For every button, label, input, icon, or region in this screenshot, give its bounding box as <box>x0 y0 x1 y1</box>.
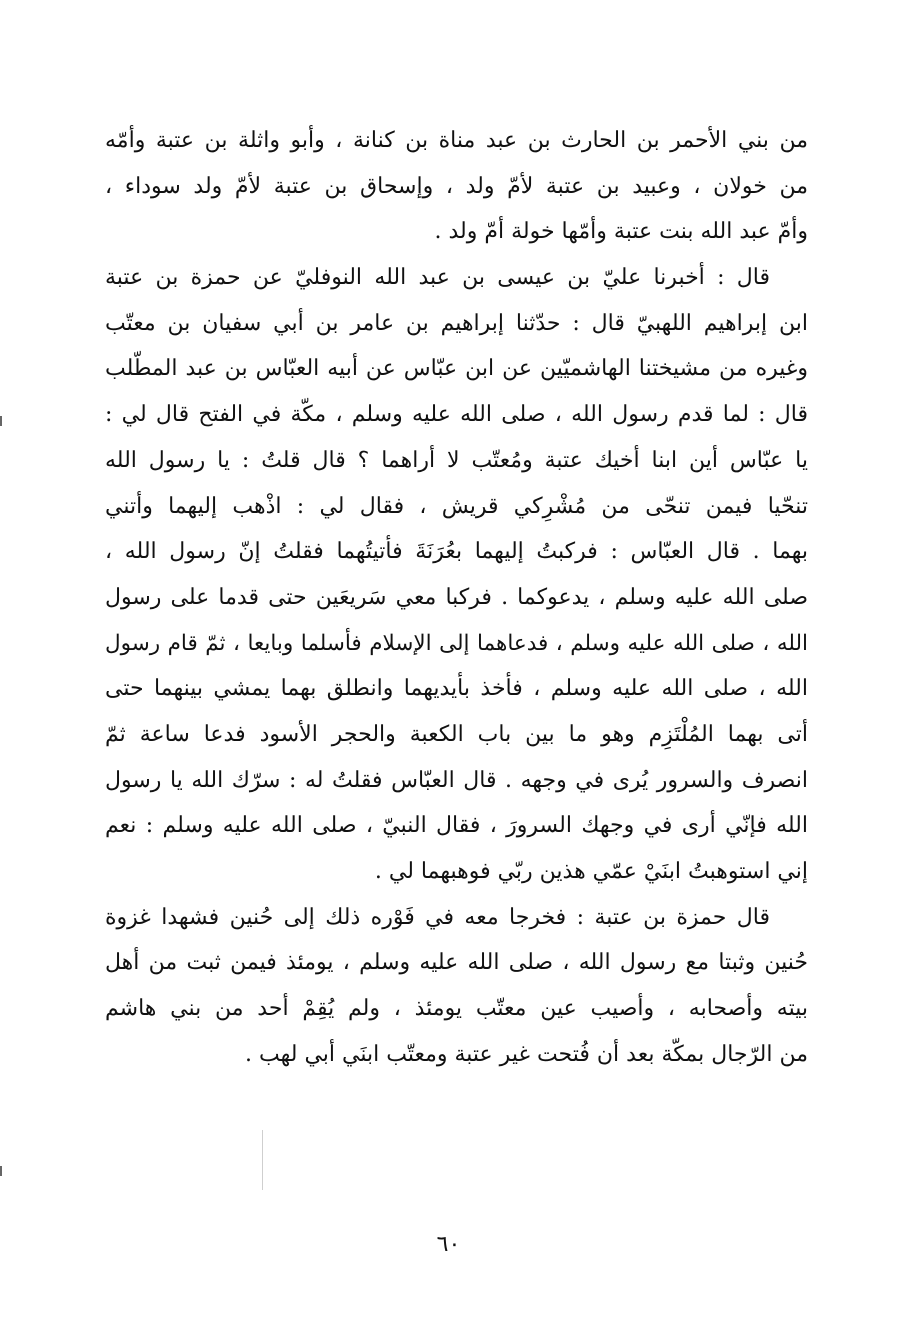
text-line: تنحّيا فيمن تنحّى من مُشْرِكي قريش ، فقال لي : اذْهب إليهما وأتني <box>105 493 808 519</box>
paragraph-1 <box>105 118 808 255</box>
text-line: وأمّ عبد الله بنت عتبة وأمّها خولة أمّ ولد . <box>434 219 808 245</box>
scan-mark <box>262 1130 263 1190</box>
page-number: ٦٠ <box>436 1232 461 1257</box>
text-line: أتى بهما المُلْتَزِم وهو ما بين باب الكعبة والحجر الأسود فدعا ساعة ثمّ <box>105 721 808 747</box>
text-line: من الرّجال بمكّة بعد أن فُتحت غير عتبة ومعتّب ابنَي أبي لهب . <box>245 1041 808 1067</box>
text-line: انصرف والسرور يُرى في وجهه . قال العبّاس فقلتُ له : سرّك الله يا رسول <box>105 767 808 793</box>
text-line: من خولان ، وعبيد بن عتبة لأمّ ولد ، وإسحاق بن عتبة لأمّ ولد سوداء ، <box>105 173 808 199</box>
text-line: صلى الله عليه وسلم ، يدعوكما . فركبا معي سَريعَين حتى قدما على رسول <box>105 584 808 610</box>
text-line: من بني الأحمر بن الحارث بن عبد مناة بن كنانة ، وأبو واثلة بن عتبة وأمّه <box>105 128 808 153</box>
text-line: يا عبّاس أين ابنا أخيك عتبة ومُعتّب لا أراهما ؟ قال قلتُ : يا رسول الله <box>105 447 808 473</box>
text-line: الله ، صلى الله عليه وسلم ، فدعاهما إلى الإسلام فأسلما وبايعا ، ثمّ قام رسول <box>105 630 808 656</box>
paragraph-3 <box>105 895 808 1078</box>
text-line: قال حمزة بن عتبة : فخرجا معه في فَوْره ذلك إلى حُنين فشهدا غزوة <box>105 904 770 930</box>
text-line: الله ، صلى الله عليه وسلم ، فأخذ بأيديهما وانطلق بهما يمشي بينهما حتى <box>105 676 808 702</box>
scan-mark <box>0 416 2 426</box>
text-line: قال : أخبرنا عليّ بن عيسى بن عبد الله النوفليّ عن حمزة بن عتبة <box>105 265 770 291</box>
text-line: حُنين وثبتا مع رسول الله ، صلى الله عليه وسلم ، يومئذ فيمن ثبت من أهل <box>105 950 808 976</box>
text-line: ابن إبراهيم اللهبيّ قال : حدّثنا إبراهيم بن عامر بن أبي سفيان بن معتّب <box>105 310 808 336</box>
text-line: وغيره من مشيختنا الهاشميّين عن ابن عبّاس عن أبيه العبّاس بن عبد المطّلب <box>105 356 808 382</box>
text-line: بهما . قال العبّاس : فركبتُ إليهما بعُرَنَةَ فأتيتُهما فقلتُ إنّ رسول الله ، <box>105 539 808 565</box>
text-line: بيته وأصحابه ، وأصيب عين معتّب يومئذ ، ولم يُقِمْ أحد من بني هاشم <box>105 996 808 1022</box>
text-line: الله فإنّي أرى في وجهك السرورَ ، فقال النبيّ ، صلى الله عليه وسلم : نعم <box>105 813 808 839</box>
scan-mark <box>0 1166 2 1176</box>
text-line: إني استوهبتُ ابنَيْ عمّي هذين ربّي فوهبهما لي . <box>374 859 808 884</box>
text-line: قال : لما قدم رسول الله ، صلى الله عليه وسلم ، مكّة في الفتح قال لي : <box>105 402 808 428</box>
page-body <box>105 118 808 1077</box>
paragraph-2 <box>105 255 808 895</box>
